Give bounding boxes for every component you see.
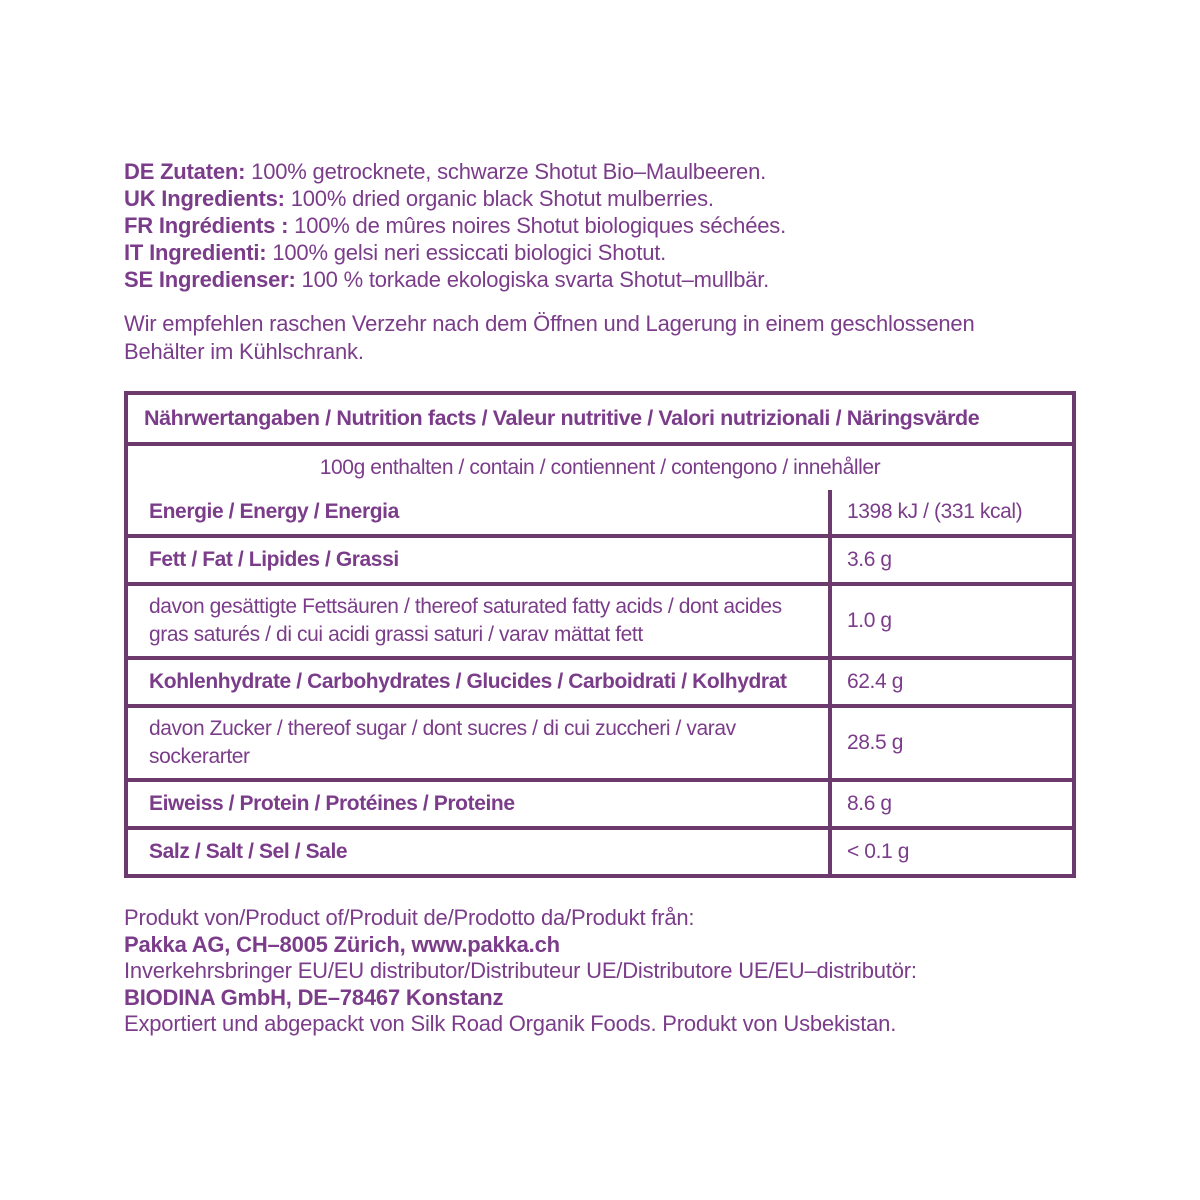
producer-line: BIODINA GmbH, DE–78467 Konstanz: [124, 984, 504, 1010]
nutrition-row: [128, 704, 1072, 778]
ingredient-text: 100% gelsi neri essiccati biologici Shotut.: [266, 240, 667, 265]
ingredient-line: [124, 158, 1076, 185]
nutrition-row: [128, 656, 1072, 704]
nutrient-value: 1.0 g: [828, 586, 1072, 656]
nutrient-value: 8.6 g: [828, 782, 1072, 826]
nutrient-name: Fett / Fat / Lipides / Grassi: [149, 548, 399, 571]
product-label: [124, 0, 1076, 1038]
producer-block: [124, 905, 1076, 1038]
nutrient-value: 62.4 g: [828, 660, 1072, 704]
nutrition-table-rows: [128, 490, 1072, 874]
ingredient-line: [124, 212, 1076, 239]
nutrient-name: davon Zucker / thereof sugar / dont sucres / di cui zuccheri / varav sockerarter: [149, 717, 736, 768]
nutrition-row: [128, 826, 1072, 874]
ingredient-language-label: SE Ingredienser:: [124, 267, 296, 292]
ingredient-line: [124, 266, 1076, 293]
nutrition-row: [128, 582, 1072, 656]
ingredient-language-label: IT Ingredienti:: [124, 240, 267, 265]
nutrition-row: [128, 534, 1072, 582]
nutrient-value: 1398 kJ / (331 kcal): [828, 490, 1072, 534]
nutrition-row: [128, 490, 1072, 534]
producer-line: Pakka AG, CH–8005 Zürich, www.pakka.ch: [124, 931, 560, 957]
nutrient-value: 28.5 g: [828, 708, 1072, 778]
ingredient-language-label: UK Ingredients:: [124, 186, 285, 211]
nutrient-name: Energie / Energy / Energia: [149, 500, 399, 523]
nutrient-name: Kohlenhydrate / Carbohydrates / Glucides / Carboidrati / Kolhydrat: [149, 670, 787, 693]
nutrient-value: 3.6 g: [828, 538, 1072, 582]
producer-line: Produkt von/Product of/Produit de/Prodotto da/Produkt från:: [124, 905, 695, 930]
ingredient-text: 100% getrocknete, schwarze Shotut Bio–Maulbeeren.: [245, 159, 767, 184]
producer-line: Inverkehrsbringer EU/EU distributor/Distributeur UE/Distributore UE/EU–distributör:: [124, 958, 917, 983]
ingredient-text: 100% dried organic black Shotut mulberries.: [284, 186, 714, 211]
nutrition-table: [124, 391, 1076, 878]
ingredient-language-label: FR Ingrédients :: [124, 213, 289, 238]
ingredient-text: 100% de mûres noires Shotut biologiques séchées.: [288, 213, 786, 238]
nutrition-row: [128, 778, 1072, 826]
ingredient-language-label: DE Zutaten:: [124, 159, 246, 184]
ingredient-line: [124, 239, 1076, 266]
nutrient-name: Salz / Salt / Sel / Sale: [149, 840, 348, 863]
storage-note: Wir empfehlen raschen Verzehr nach dem Öffnen und Lagerung in einem geschlossenen Behälter im Kühlschrank.: [124, 311, 975, 364]
nutrition-table-subtitle: 100g enthalten / contain / contiennent / contengono / innehåller: [128, 442, 1072, 490]
nutrient-value: < 0.1 g: [828, 830, 1072, 874]
ingredients-block: [124, 158, 1076, 293]
nutrient-name: davon gesättigte Fettsäuren / thereof saturated fatty acids / dont acides gras saturés / di cui acidi grassi saturi / varav mättat fett: [149, 595, 782, 646]
nutrient-name: Eiweiss / Protein / Protéines / Proteine: [149, 792, 515, 815]
ingredient-text: 100 % torkade ekologiska svarta Shotut–mullbär.: [295, 267, 770, 292]
producer-line: Exportiert und abgepackt von Silk Road Organik Foods. Produkt von Usbekistan.: [124, 1011, 897, 1036]
nutrition-table-title: Nährwertangaben / Nutrition facts / Valeur nutritive / Valori nutrizionali / Näringsvärde: [144, 406, 980, 430]
ingredient-line: [124, 185, 1076, 212]
